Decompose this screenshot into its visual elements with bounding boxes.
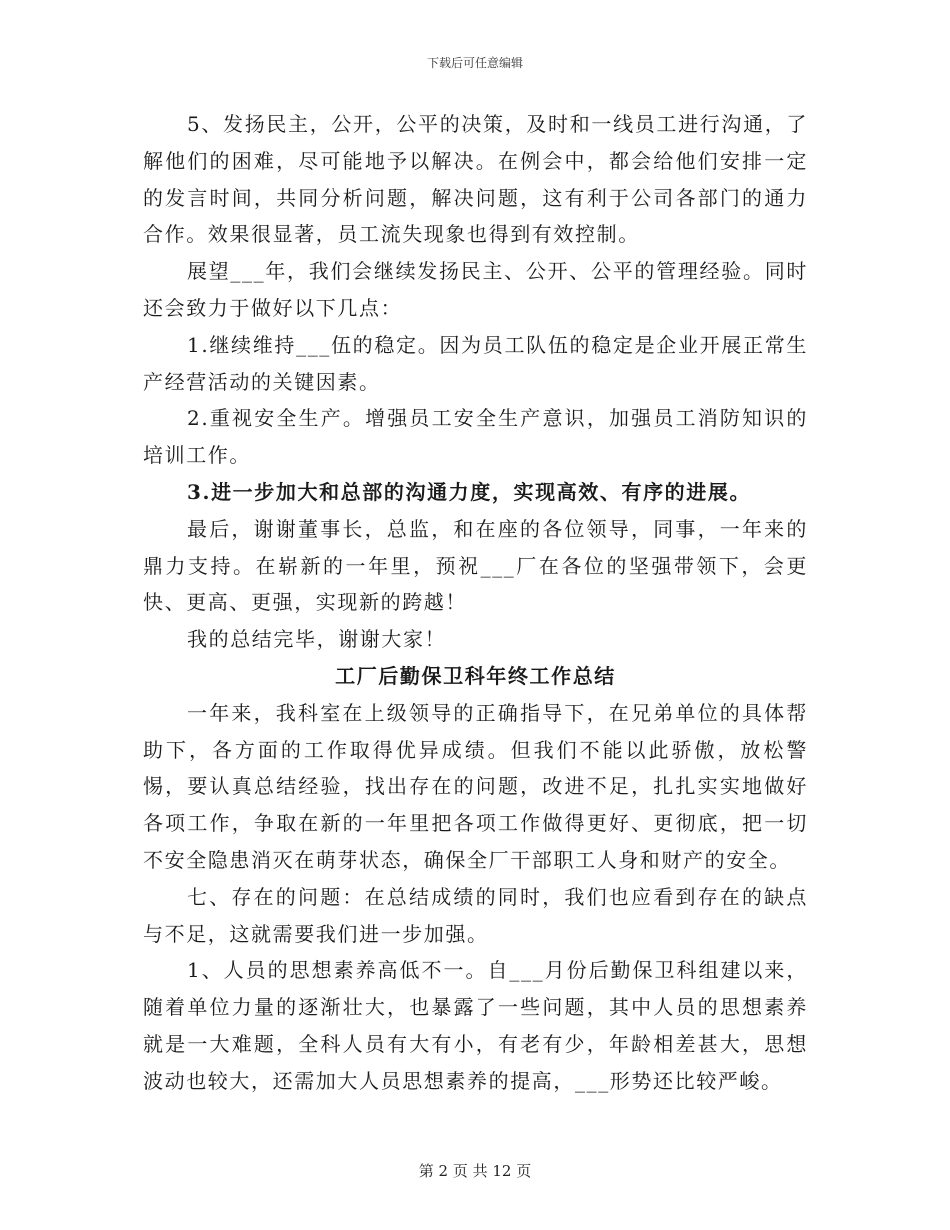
page-footer: 第 2 页 共 12 页 — [418, 1162, 532, 1180]
paragraph-thanks: 最后，谢谢董事长，总监，和在座的各位领导，同事，一年来的鼎力支持。在崭新的一年里，预祝___厂在各位的坚强带领下，会更快、更高、更强，实现新的跨越！ — [143, 516, 808, 615]
section-paragraph-problem-1: 1、人员的思想素养高低不一。自___月份后勤保卫科组建以来，随着单位力量的逐渐壮大，也暴露了一些问题，其中人员的思想素养就是一大难题，全科人员有大有小，有老有少，年龄相差甚大，思想波动也较大，还需加大人员思想素养的提高，___形势还比较严峻。 — [143, 958, 808, 1093]
document-body — [143, 106, 808, 1100]
paragraph-point-1: 1.继续维持___伍的稳定。因为员工队伍的稳定是企业开展正常生产经营活动的关键因素。 — [143, 332, 808, 394]
paragraph-democracy: 5、发扬民主，公开，公平的决策，及时和一线员工进行沟通，了解他们的困难，尽可能地予以解决。在例会中，都会给他们安排一定的发言时间，共同分析问题，解决问题，这有利于公司各部门的通力合作。效果很显著，员工流失现象也得到有效控制。 — [143, 112, 808, 247]
paragraph-point-2: 2.重视安全生产。增强员工安全生产意识，加强员工消防知识的培训工作。 — [143, 406, 808, 468]
paragraph-point-3: 3.进一步加大和总部的沟通力度，实现高效、有序的进展。 — [187, 479, 752, 504]
section-title: 工厂后勤保卫科年终工作总结 — [335, 663, 616, 688]
header-note: 下载后可任意编辑 — [426, 56, 523, 70]
section-paragraph-problems: 七、存在的问题：在总结成绩的同时，我们也应看到存在的缺点与不足，这就需要我们进一步加强。 — [143, 884, 808, 946]
paragraph-outlook: 展望___年，我们会继续发扬民主、公开、公平的管理经验。同时还会致力于做好以下几点： — [143, 259, 808, 320]
section-paragraph-intro: 一年来，我科室在上级领导的正确指导下，在兄弟单位的具体帮助下，各方面的工作取得优异成绩。但我们不能以此骄傲，放松警惕，要认真总结经验，找出存在的问题，改进不足，扎扎实实地做好各项工作，争取在新的一年里把各项工作做得更好、更彻底，把一切不安全隐患消灭在萌芽状态，确保全厂干部职工人身和财产的安全。 — [143, 700, 808, 872]
paragraph-closing: 我的总结完毕，谢谢大家！ — [187, 627, 447, 652]
